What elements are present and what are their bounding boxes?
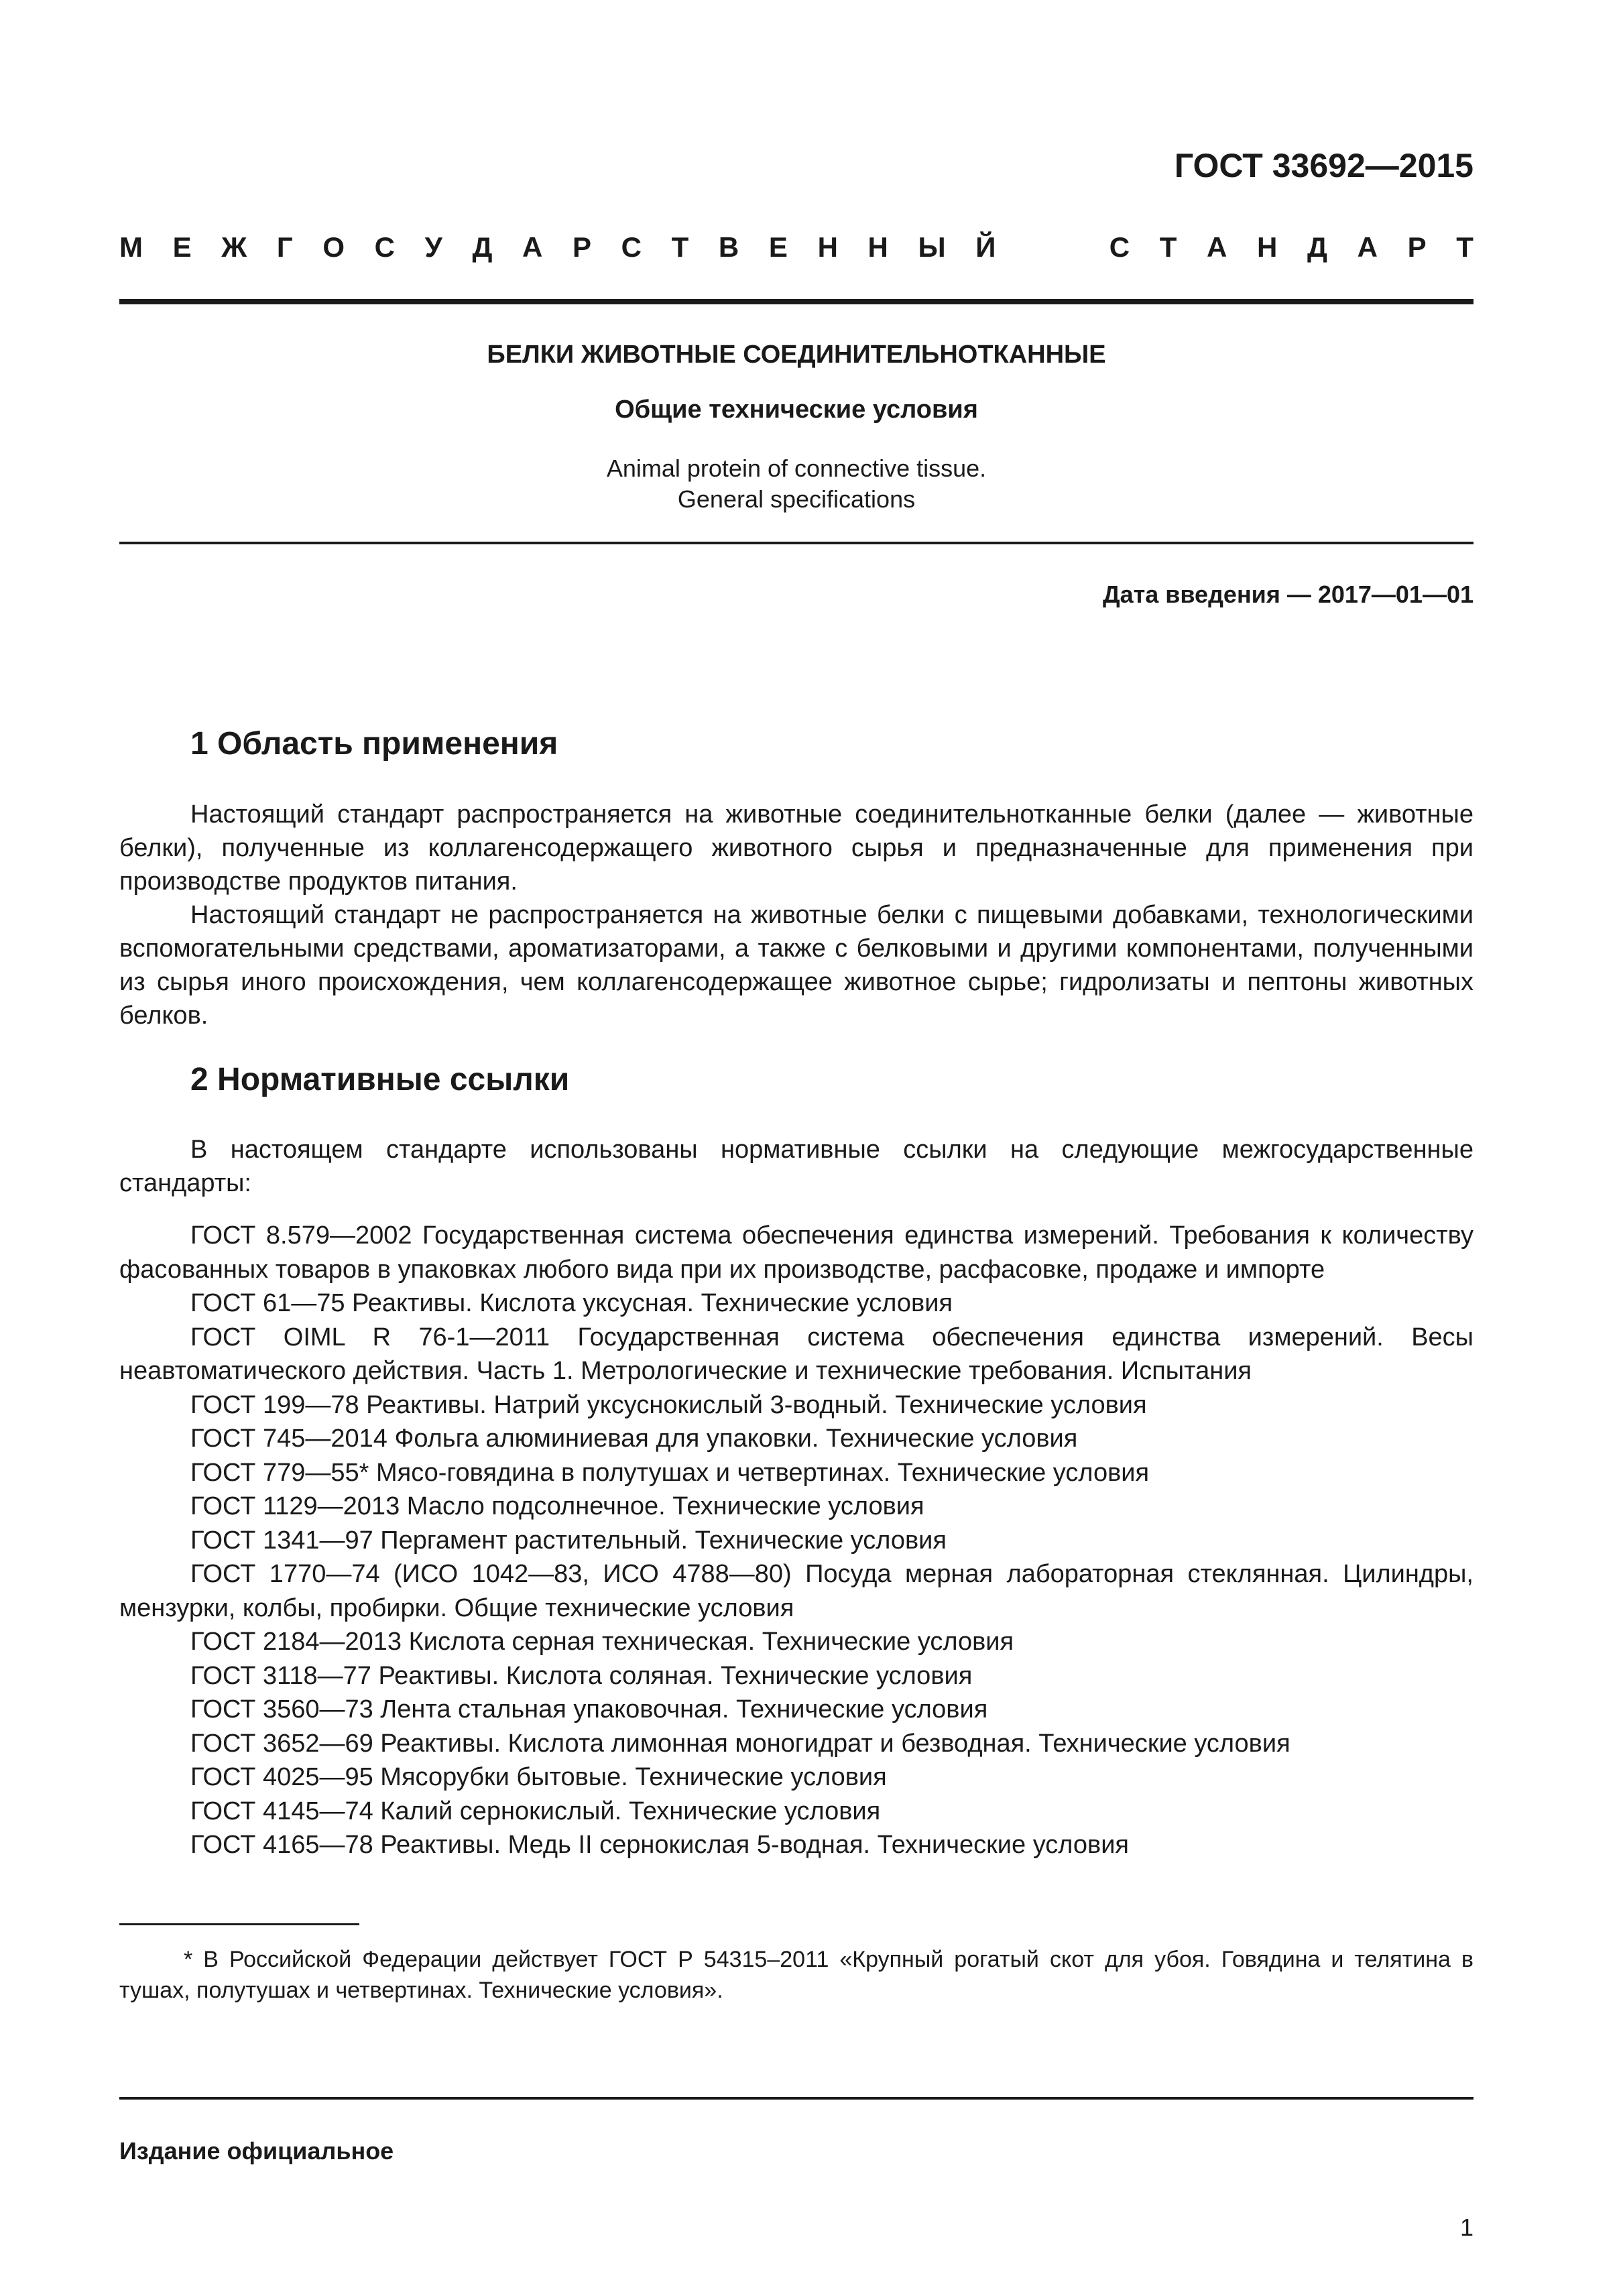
edition-label: Издание официальное xyxy=(119,2137,394,2165)
banner-letter: Т xyxy=(1159,231,1177,263)
banner-letter: Н xyxy=(817,231,838,263)
reference-item: ГОСТ 1770—74 (ИСО 1042—83, ИСО 4788—80) Посуда мерная лабораторная стеклянная. Цилиндры, мензурки, колбы, пробирки. Общие технические условия xyxy=(119,1560,1474,1622)
banner-letter: Р xyxy=(572,231,591,263)
document-title: БЕЛКИ ЖИВОТНЫЕ СОЕДИНИТЕЛЬНОТКАННЫЕ xyxy=(487,341,1106,369)
footnote: * В Российской Федерации действует ГОСТ Р 54315–2011 «Крупный рогатый скот для убоя. Говядина и телятина в тушах, полутушах и четвертинах. Технические условия». xyxy=(119,1947,1474,2003)
banner-letter: Т xyxy=(671,231,689,263)
section-2-heading: 2 Нормативные ссылки xyxy=(190,1062,570,1097)
introduction-date: Дата введения — 2017—01—01 xyxy=(1102,581,1474,608)
reference-item: ГОСТ 3560—73 Лента стальная упаковочная. Технические условия xyxy=(190,1695,988,1724)
footer-divider xyxy=(119,2097,1474,2100)
banner-letter: Е xyxy=(768,231,788,263)
footnote-divider xyxy=(119,1923,359,1925)
banner-letter: А xyxy=(1357,231,1378,263)
banner-letter: М xyxy=(119,231,143,263)
reference-item: ГОСТ 199—78 Реактивы. Натрий уксуснокислый 3-водный. Технические условия xyxy=(190,1390,1147,1419)
banner-letter: Й xyxy=(975,231,996,263)
banner-letter: Р xyxy=(1407,231,1427,263)
banner-letter: Е xyxy=(172,231,192,263)
english-title-line2: General specifications xyxy=(677,485,916,513)
interstate-standard-banner xyxy=(119,231,1474,263)
reference-item: ГОСТ 1129—2013 Масло подсолнечное. Технические условия xyxy=(190,1492,924,1520)
banner-letter: Т xyxy=(1456,231,1474,263)
standard-number: ГОСТ 33692—2015 xyxy=(1174,147,1474,184)
reference-item: ГОСТ 4165—78 Реактивы. Медь II сернокислая 5-водная. Технические условия xyxy=(190,1831,1130,1859)
reference-item: ГОСТ 2184—2013 Кислота серная техническая. Технические условия xyxy=(190,1628,1014,1656)
banner-letter: У xyxy=(424,231,442,263)
header-divider xyxy=(119,299,1474,304)
title-divider xyxy=(119,542,1474,544)
reference-item: ГОСТ 8.579—2002 Государственная система обеспечения единства измерений. Требования к количеству фасованных товаров в упаковках любого вида при их производстве, расфасовке, продаже и импорте xyxy=(119,1221,1474,1284)
reference-item: ГОСТ 3118—77 Реактивы. Кислота соляная. Технические условия xyxy=(190,1661,973,1690)
page-number: 1 xyxy=(1459,2214,1474,2241)
section-2-intro: В настоящем стандарте использованы нормативные ссылки на следующие межгосударственные стандарты: xyxy=(119,1136,1474,1197)
banner-letter: Ы xyxy=(918,231,946,263)
banner-letter: С xyxy=(1109,231,1130,263)
banner-letter: Н xyxy=(1257,231,1278,263)
banner-letter: Н xyxy=(867,231,888,263)
banner-letter: Г xyxy=(276,231,293,263)
banner-letter: Д xyxy=(472,231,493,263)
references-list xyxy=(119,1219,1474,1862)
reference-item: ГОСТ 3652—69 Реактивы. Кислота лимонная моногидрат и безводная. Технические условия xyxy=(190,1729,1290,1758)
banner-gap xyxy=(1026,231,1079,263)
section-1-paragraph-2: Настоящий стандарт не распространяется на животные белки с пищевыми добавками, технологическими вспомогательными средствами, ароматизаторами, а также с белковыми и другими компонентами, полученными из сырья иного происхождения, чем коллагенсодержащее животное сырье; гидролизаты и пептоны животных белков. xyxy=(119,901,1474,1030)
banner-letter: Ж xyxy=(221,231,247,263)
reference-item: ГОСТ 1341—97 Пергамент растительный. Технические условия xyxy=(190,1526,947,1555)
banner-letter: Д xyxy=(1307,231,1327,263)
section-1-paragraph-1: Настоящий стандарт распространяется на животные соединительнотканные белки (далее — животные белки), полученные из коллагенсодержащего животного сырья и предназначенные для применения при производстве продуктов питания. xyxy=(119,800,1474,896)
banner-letter: О xyxy=(322,231,345,263)
reference-item: ГОСТ 4145—74 Калий сернокислый. Технические условия xyxy=(190,1797,881,1825)
reference-item: ГОСТ 745—2014 Фольга алюминиевая для упаковки. Технические условия xyxy=(190,1425,1078,1453)
banner-letter: А xyxy=(1207,231,1227,263)
banner-letter: А xyxy=(522,231,543,263)
banner-letter: С xyxy=(621,231,642,263)
reference-item: ГОСТ 61—75 Реактивы. Кислота уксусная. Технические условия xyxy=(190,1289,953,1317)
reference-item: ГОСТ 4025—95 Мясорубки бытовые. Технические условия xyxy=(190,1763,887,1791)
reference-item: ГОСТ 779—55* Мясо-говядина в полутушах и четвертинах. Технические условия xyxy=(190,1458,1150,1487)
banner-letter: В xyxy=(718,231,739,263)
english-title-line1: Animal protein of connective tissue. xyxy=(606,455,987,482)
banner-letter: С xyxy=(374,231,396,263)
reference-item: ГОСТ OIML R 76-1—2011 Государственная система обеспечения единства измерений. Весы неавтоматического действия. Часть 1. Метрологические и технические требования. Испытания xyxy=(119,1323,1474,1385)
english-title xyxy=(119,453,1474,515)
section-1-heading: 1 Область применения xyxy=(190,726,558,762)
document-subtitle: Общие технические условия xyxy=(615,396,978,424)
